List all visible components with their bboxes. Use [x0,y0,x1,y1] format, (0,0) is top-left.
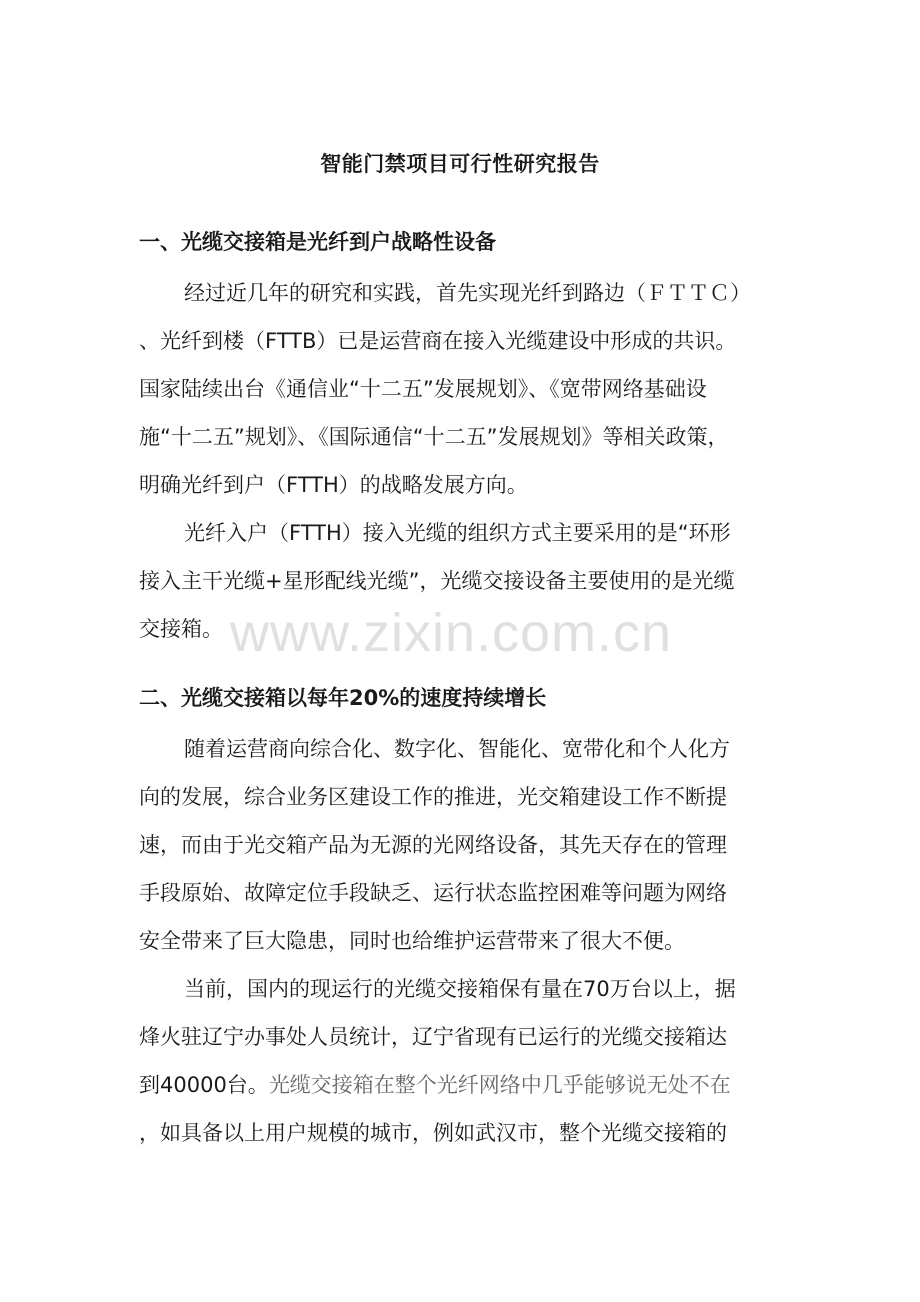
paragraph-line: 安全带来了巨大隐患，同时也给维护运营带来了很大不便。 [139,929,685,953]
paragraph-line: 国家陆续出台《通信业“十二五”发展规划》、《宽带网络基础设 [139,377,707,401]
paragraph-line: 光纤入户（FTTH）接入光缆的组织方式主要采用的是“环形 [184,521,731,545]
paragraph-line: 交接箱。 [139,617,223,641]
section-heading-1: 一、光缆交接箱是光纤到户战略性设备 [139,230,496,254]
paragraph-line: 当前，国内的现运行的光缆交接箱保有量在70万台以上，据 [184,977,736,1001]
paragraph-text: 到40000台。 [139,1073,269,1097]
paragraph-line: ，如具备以上用户规模的城市，例如武汉市，整个光缆交接箱的 [139,1121,727,1145]
paragraph-line: 随着运营商向综合化、数字化、智能化、宽带化和个人化方 [184,737,730,761]
paragraph-line: 经过近几年的研究和实践，首先实现光纤到路边（ＦＴＴＣ） [184,281,751,305]
paragraph-line: 、光纤到楼（FTTB）已是运营商在接入光缆建设中形成的共识。 [139,329,737,353]
paragraph-line: 接入主干光缆+星形配线光缆”，光缆交接设备主要使用的是光缆 [139,569,735,593]
paragraph-line: 向的发展，综合业务区建设工作的推进，光交箱建设工作不断提 [139,785,727,809]
document-title: 智能门禁项目可行性研究报告 [320,152,600,176]
watermark: www.zixin.com.cn [230,603,673,663]
paragraph-line [139,1070,731,1100]
paragraph-line: 烽火驻辽宁办事处人员统计，辽宁省现有已运行的光缆交接箱达 [139,1025,727,1049]
paragraph-line: 速，而由于光交箱产品为无源的光网络设备，其先天存在的管理 [139,833,727,857]
paragraph-text-muted: 光缆交接箱在整个光纤网络中几乎能够说无处不在 [268,1073,731,1097]
paragraph-line: 手段原始、故障定位手段缺乏、运行状态监控困难等问题为网络 [139,881,727,905]
paragraph-line: 明确光纤到户（FTTH）的战略发展方向。 [139,473,528,497]
paragraph-line: 施“十二五”规划》、《国际通信“十二五”发展规划》等相关政策， [139,425,729,449]
section-heading-2: 二、光缆交接箱以每年20%的速度持续增长 [139,686,547,710]
